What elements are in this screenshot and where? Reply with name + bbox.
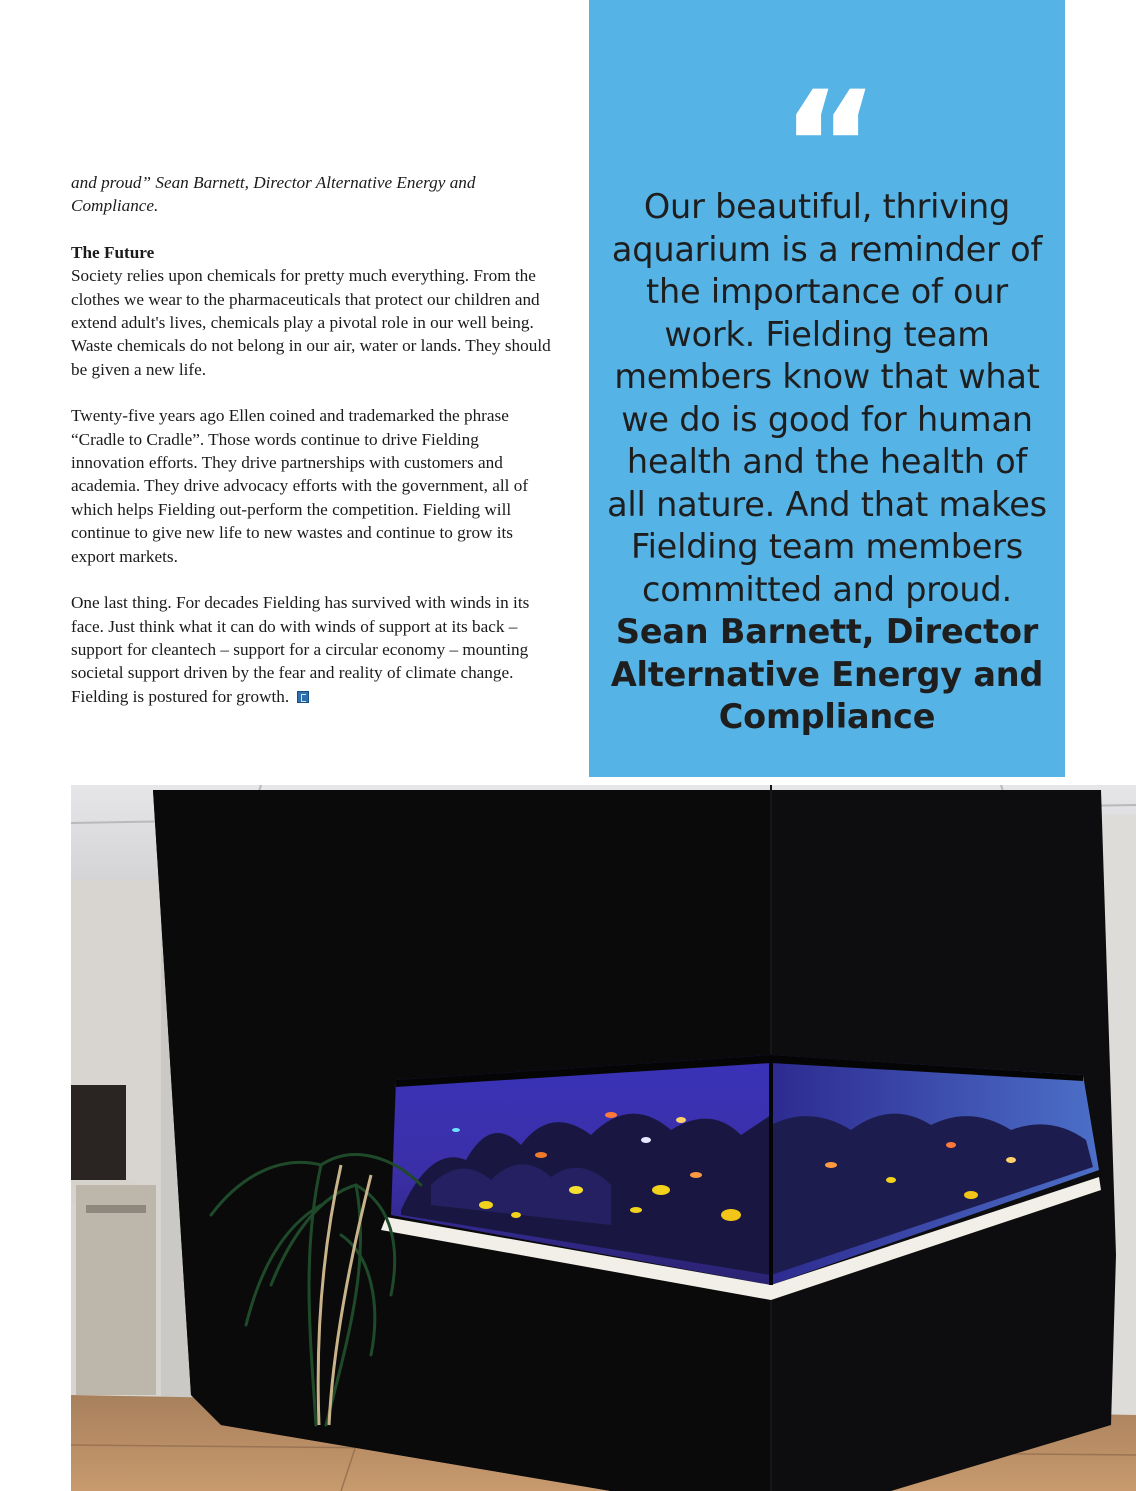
paragraph-1: Society relies upon chemicals for pretty much everything. From the clothes we wear to the pharmaceuticals that protect our children and extend adult's lives, chemicals play a pivotal role in our well being. Waste chemicals do not belong in our air, water or lands. They should be given a new life. — [71, 266, 551, 379]
paragraph-3: One last thing. For decades Fielding has survived with winds in its face. Just think what it can do with winds of support at its back – support for cleantech – support for a circular economy – mounting societal support driven by the fear and reality of climate change. Fielding is postured for growth. — [71, 593, 530, 706]
pull-quote-body — [603, 186, 1051, 739]
intro-quote-text: and proud” Sean Barnett, Director Alternative Energy and Compliance. — [71, 173, 476, 216]
pull-quote-text: Our beautiful, thriving aquarium is a reminder of the importance of our work. Fielding team members know that what we do is good for human health and the health of all nature. And that makes Fielding team members committed and proud. — [607, 187, 1047, 609]
paragraph-2: Twenty-five years ago Ellen coined and trademarked the phrase “Cradle to Cradle”. Those words continue to drive Fielding innovation efforts. They drive partnerships with customers and academia. They drive advocacy efforts with the government, all of which helps Fielding out-perform the competition. Fielding will continue to give new life to new wastes and continue to grow its export markets. — [71, 406, 529, 566]
section-the-future — [71, 241, 551, 381]
article-column — [71, 171, 551, 731]
section-heading: The Future — [71, 242, 155, 262]
end-of-article-mark-icon — [297, 691, 309, 703]
aquarium-photo — [71, 785, 1136, 1491]
paragraph-3-wrapper — [71, 591, 551, 708]
pull-quote-panel — [589, 0, 1065, 777]
pull-quote-attribution: Sean Barnett, Director Alternative Energy and Compliance — [610, 612, 1044, 736]
quotation-mark-icon: “ — [780, 60, 874, 234]
